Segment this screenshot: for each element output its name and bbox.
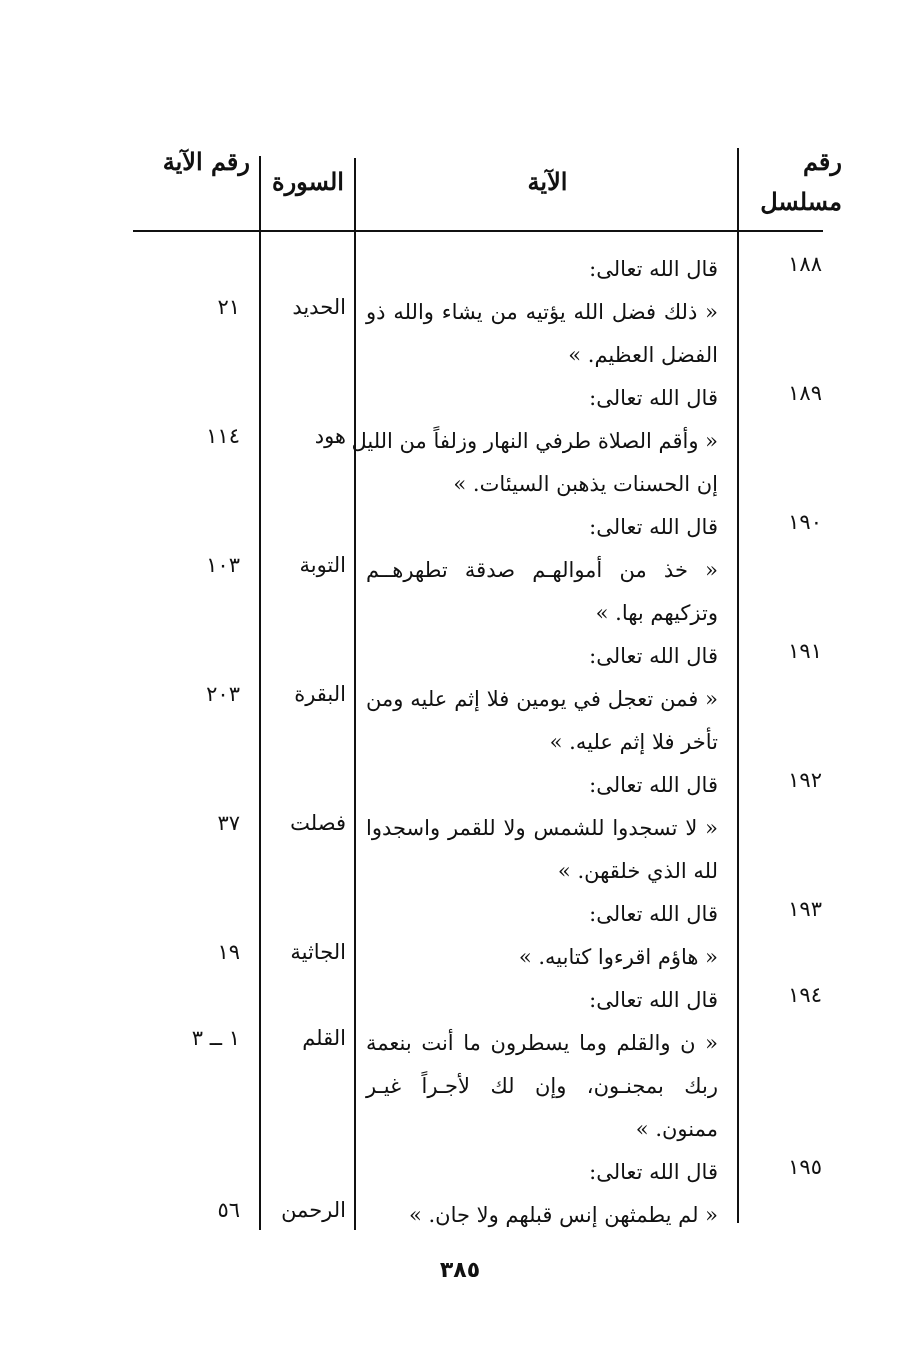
verse-intro-line: قال الله تعالى: xyxy=(589,644,718,668)
verse-line: وتزكيهم بها. » xyxy=(595,601,718,625)
serial-number: ١٩٤ xyxy=(788,983,822,1007)
surah-name: التوبة xyxy=(299,553,346,577)
verse-text xyxy=(366,635,718,764)
verse-line: « ن والقلم وما يسطرون ما أنت بنعمة xyxy=(366,1031,718,1055)
verse-line: لله الذي خلقهن. » xyxy=(557,859,718,883)
header-divider xyxy=(133,230,823,232)
serial-number: ١٩١ xyxy=(788,639,822,663)
ayah-number: ٣٧ xyxy=(217,811,240,835)
surah-name: البقرة xyxy=(294,682,346,706)
surah-name: القلم xyxy=(302,1026,346,1050)
ayah-number: ١٠٣ xyxy=(206,553,240,577)
verse-line: « لم يطمثهن إنس قبلهم ولا جان. » xyxy=(408,1203,718,1227)
serial-number: ١٩٠ xyxy=(788,510,822,534)
verse-line: ربك بمجنـون، وإن لك لأجـراً غيـر xyxy=(366,1074,718,1098)
surah-name: فصلت xyxy=(290,811,346,835)
verse-text xyxy=(366,979,718,1151)
header-serial-number: رقم مسلسل xyxy=(760,147,842,216)
verse-line: « ذلك فضل الله يؤتيه من يشاء والله ذو xyxy=(366,300,718,324)
serial-number: ١٨٩ xyxy=(788,381,822,405)
verse-line: « فمن تعجل في يومين فلا إثم عليه ومن xyxy=(366,687,718,711)
verse-intro-line: قال الله تعالى: xyxy=(589,515,718,539)
verse-line: « هاؤم اقرءوا كتابيه. » xyxy=(518,945,718,969)
verse-text xyxy=(366,764,718,893)
surah-name: الرحمن xyxy=(281,1198,346,1222)
verse-intro-line: قال الله تعالى: xyxy=(589,257,718,281)
header-ayah-number: رقم الآية xyxy=(162,147,250,176)
verse-text xyxy=(366,1151,718,1237)
verse-line: الفضل العظيم. » xyxy=(568,343,718,367)
ayah-number: ١١٤ xyxy=(206,424,240,448)
column-divider-ayah xyxy=(354,158,356,1230)
verse-intro-line: قال الله تعالى: xyxy=(589,988,718,1012)
verse-text xyxy=(351,377,718,506)
ayah-number: ٥٦ xyxy=(217,1198,240,1222)
serial-number: ١٩٣ xyxy=(788,897,822,921)
verse-text xyxy=(366,506,718,635)
serial-number: ١٩٢ xyxy=(788,768,822,792)
page-number: ٣٨٥ xyxy=(439,1258,481,1283)
ayah-number: ١ ــ ٣ xyxy=(191,1026,240,1050)
column-divider-serial xyxy=(737,148,739,1223)
header-ayah: الآية xyxy=(527,167,568,196)
ayah-number: ٢١ xyxy=(217,295,240,319)
surah-name: الجاثية xyxy=(290,940,346,964)
verse-intro-line: قال الله تعالى: xyxy=(589,773,718,797)
verse-text xyxy=(366,893,718,979)
surah-name: هود xyxy=(314,424,346,448)
serial-number: ١٨٨ xyxy=(788,252,822,276)
column-divider-surah xyxy=(259,156,261,1230)
header-surah: السورة xyxy=(272,167,344,196)
verse-line: « لا تسجدوا للشمس ولا للقمر واسجدوا xyxy=(366,816,718,840)
verse-text xyxy=(366,248,718,377)
verse-line: « وأقم الصلاة طرفي النهار وزلفاً من الليل xyxy=(351,429,718,453)
ayah-number: ١٩ xyxy=(217,940,240,964)
verse-intro-line: قال الله تعالى: xyxy=(589,386,718,410)
verse-line: تأخر فلا إثم عليه. » xyxy=(549,730,718,754)
serial-number: ١٩٥ xyxy=(788,1155,822,1179)
verse-intro-line: قال الله تعالى: xyxy=(589,902,718,926)
verse-intro-line: قال الله تعالى: xyxy=(589,1160,718,1184)
surah-name: الحديد xyxy=(292,295,346,319)
ayah-number: ٢٠٣ xyxy=(206,682,240,706)
verse-line: ممنون. » xyxy=(635,1117,718,1141)
verse-line: إن الحسنات يذهبن السيئات. » xyxy=(453,472,718,496)
verse-line: « خذ من أموالهـم صدقة تطهرهــم xyxy=(366,558,718,582)
